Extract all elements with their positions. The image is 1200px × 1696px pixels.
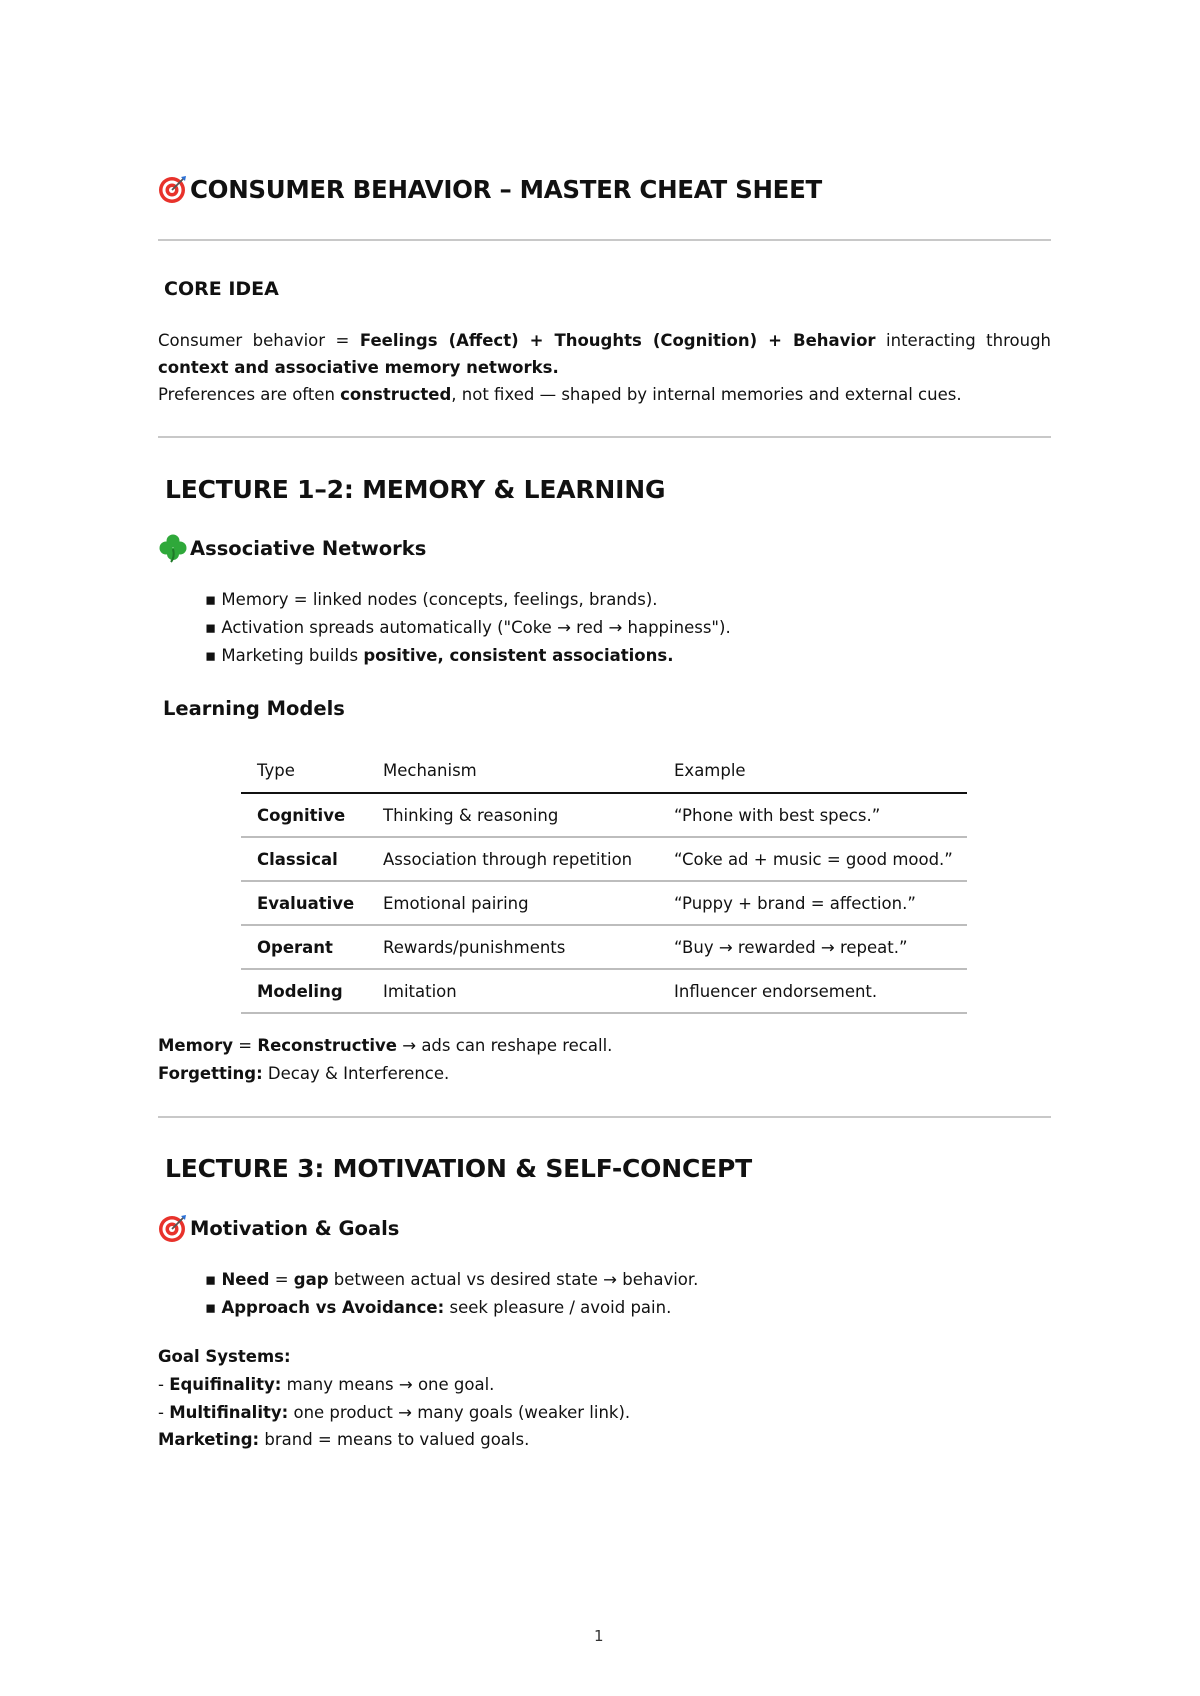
list-item: ▪ Approach vs Avoidance: seek pleasure / avoid pain. bbox=[205, 1298, 672, 1317]
table-row bbox=[241, 969, 967, 1013]
column-header: Example bbox=[658, 748, 967, 793]
core-idea-line-2: context and associative memory networks. bbox=[158, 358, 559, 377]
associative-networks-heading: Associative Networks bbox=[158, 533, 426, 563]
table-cell: Thinking & reasoning bbox=[367, 793, 658, 837]
table-row bbox=[241, 881, 967, 925]
table-cell: Evaluative bbox=[241, 881, 367, 925]
lecture-1-2-heading: LECTURE 1–2: MEMORY & LEARNING bbox=[165, 475, 666, 504]
clover-icon bbox=[158, 533, 188, 563]
table-cell: Emotional pairing bbox=[367, 881, 658, 925]
target-icon bbox=[158, 174, 188, 204]
table-cell: “Phone with best specs.” bbox=[658, 793, 967, 837]
table-cell: Rewards/punishments bbox=[367, 925, 658, 969]
core-idea-line-3: Preferences are often constructed, not fixed — shaped by internal memories and external cues. bbox=[158, 385, 962, 404]
memory-line: Memory = Reconstructive → ads can reshape recall. bbox=[158, 1036, 613, 1055]
table-row bbox=[241, 837, 967, 881]
list-item: ▪ Memory = linked nodes (concepts, feelings, brands). bbox=[205, 590, 658, 609]
table-cell: Cognitive bbox=[241, 793, 367, 837]
goal-systems-heading: Goal Systems: bbox=[158, 1347, 291, 1366]
table-cell: “Puppy + brand = affection.” bbox=[658, 881, 967, 925]
list-item: ▪ Activation spreads automatically ("Coke → red → happiness"). bbox=[205, 618, 731, 637]
divider bbox=[158, 239, 1051, 241]
document-title: CONSUMER BEHAVIOR – MASTER CHEAT SHEET bbox=[158, 174, 822, 204]
core-idea-line-1: Consumer behavior = Feelings (Affect) + Thoughts (Cognition) + Behavior interacting through bbox=[158, 331, 1051, 350]
table-cell: Association through repetition bbox=[367, 837, 658, 881]
table-cell: Modeling bbox=[241, 969, 367, 1013]
divider bbox=[158, 436, 1051, 438]
column-header: Type bbox=[241, 748, 367, 793]
equifinality-line: - Equifinality: many means → one goal. bbox=[158, 1375, 495, 1394]
learning-models-heading: Learning Models bbox=[163, 697, 345, 720]
motivation-list bbox=[205, 1266, 698, 1322]
table-header-row bbox=[241, 748, 967, 793]
table-cell: Influencer endorsement. bbox=[658, 969, 967, 1013]
table-cell: Imitation bbox=[367, 969, 658, 1013]
motivation-goals-heading: Motivation & Goals bbox=[158, 1213, 399, 1243]
table-row bbox=[241, 793, 967, 837]
list-item: ▪ Need = gap between actual vs desired state → behavior. bbox=[205, 1270, 699, 1289]
target-icon bbox=[158, 1213, 188, 1243]
table-row bbox=[241, 925, 967, 969]
divider bbox=[158, 1116, 1051, 1118]
table-cell: Classical bbox=[241, 837, 367, 881]
page-number: 1 bbox=[594, 1627, 604, 1645]
marketing-line: Marketing: brand = means to valued goals. bbox=[158, 1430, 530, 1449]
learning-models-table bbox=[241, 748, 967, 1014]
table-cell: Operant bbox=[241, 925, 367, 969]
multifinality-line: - Multifinality: one product → many goals (weaker link). bbox=[158, 1403, 631, 1422]
forgetting-line: Forgetting: Decay & Interference. bbox=[158, 1064, 450, 1083]
column-header: Mechanism bbox=[367, 748, 658, 793]
table-cell: “Coke ad + music = good mood.” bbox=[658, 837, 967, 881]
core-idea-heading: CORE IDEA bbox=[164, 278, 279, 300]
lecture-3-heading: LECTURE 3: MOTIVATION & SELF-CONCEPT bbox=[165, 1154, 752, 1183]
list-item: ▪ Marketing builds positive, consistent associations. bbox=[205, 646, 674, 665]
associative-networks-list bbox=[205, 586, 731, 670]
table-cell: “Buy → rewarded → repeat.” bbox=[658, 925, 967, 969]
